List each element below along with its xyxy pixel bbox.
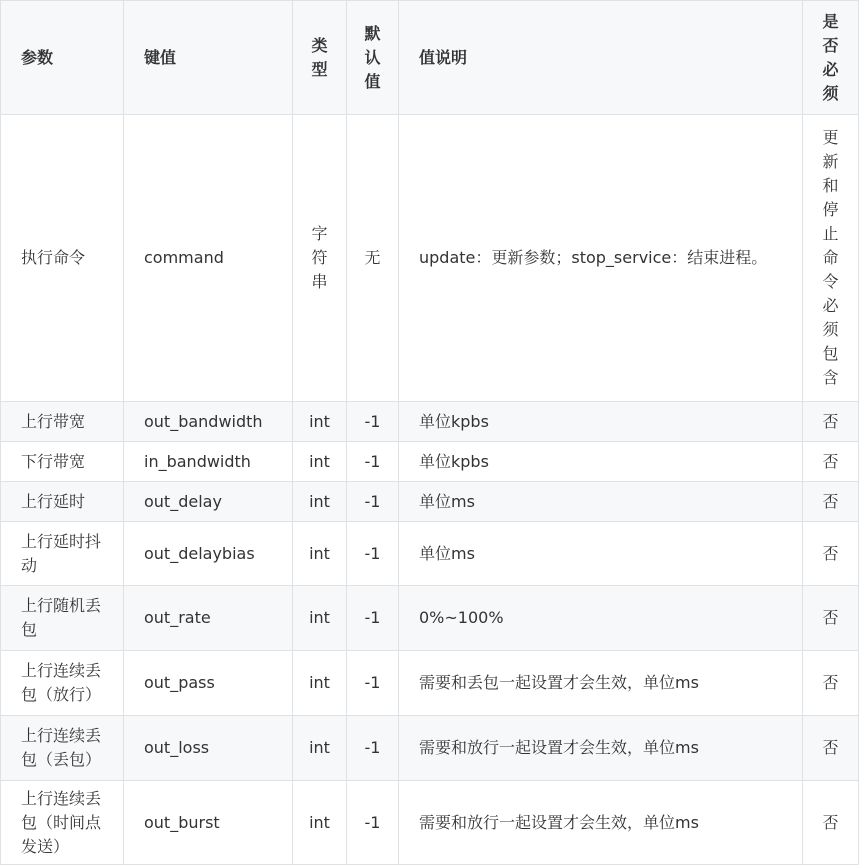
cell-default: -1 bbox=[347, 522, 399, 586]
cell-default: -1 bbox=[347, 651, 399, 716]
cell-desc: 需要和丢包一起设置才会生效，单位ms bbox=[399, 651, 803, 716]
cell-default: -1 bbox=[347, 781, 399, 865]
cell-type: 字符串 bbox=[293, 115, 347, 402]
cell-key: out_bandwidth bbox=[124, 402, 293, 442]
cell-type: int bbox=[293, 522, 347, 586]
cell-type: int bbox=[293, 442, 347, 482]
cell-param: 上行带宽 bbox=[1, 402, 124, 442]
cell-key: out_pass bbox=[124, 651, 293, 716]
cell-key: out_delay bbox=[124, 482, 293, 522]
cell-param: 上行随机丢包 bbox=[1, 586, 124, 651]
header-type: 类型 bbox=[293, 1, 347, 115]
cell-key: command bbox=[124, 115, 293, 402]
cell-type: int bbox=[293, 716, 347, 781]
cell-required: 更新和停止命令必须包含 bbox=[803, 115, 859, 402]
cell-param: 上行延时抖动 bbox=[1, 522, 124, 586]
table-row bbox=[1, 651, 859, 716]
table-row bbox=[1, 716, 859, 781]
cell-param: 上行延时 bbox=[1, 482, 124, 522]
table-header bbox=[1, 1, 859, 115]
table-row bbox=[1, 522, 859, 586]
cell-key: out_delaybias bbox=[124, 522, 293, 586]
cell-required: 否 bbox=[803, 482, 859, 522]
cell-key: out_burst bbox=[124, 781, 293, 865]
cell-required: 否 bbox=[803, 442, 859, 482]
table-row bbox=[1, 781, 859, 865]
cell-desc: update：更新参数；stop_service：结束进程。 bbox=[399, 115, 803, 402]
table-row bbox=[1, 586, 859, 651]
cell-desc: 单位kpbs bbox=[399, 402, 803, 442]
cell-param: 执行命令 bbox=[1, 115, 124, 402]
cell-required: 否 bbox=[803, 651, 859, 716]
cell-desc: 单位ms bbox=[399, 482, 803, 522]
cell-required: 否 bbox=[803, 781, 859, 865]
cell-default: -1 bbox=[347, 482, 399, 522]
cell-default: -1 bbox=[347, 586, 399, 651]
header-default: 默认值 bbox=[347, 1, 399, 115]
cell-default: -1 bbox=[347, 442, 399, 482]
cell-param: 上行连续丢包（放行） bbox=[1, 651, 124, 716]
cell-desc: 单位kpbs bbox=[399, 442, 803, 482]
cell-desc: 单位ms bbox=[399, 522, 803, 586]
cell-required: 否 bbox=[803, 716, 859, 781]
cell-type: int bbox=[293, 781, 347, 865]
header-desc: 值说明 bbox=[399, 1, 803, 115]
cell-type: int bbox=[293, 586, 347, 651]
cell-key: out_rate bbox=[124, 586, 293, 651]
cell-desc: 0%~100% bbox=[399, 586, 803, 651]
cell-required: 否 bbox=[803, 402, 859, 442]
table-row bbox=[1, 115, 859, 402]
cell-desc: 需要和放行一起设置才会生效，单位ms bbox=[399, 716, 803, 781]
header-param: 参数 bbox=[1, 1, 124, 115]
header-key: 键值 bbox=[124, 1, 293, 115]
cell-param: 上行连续丢包（丢包） bbox=[1, 716, 124, 781]
table-body bbox=[1, 115, 859, 865]
table-row bbox=[1, 442, 859, 482]
cell-param: 下行带宽 bbox=[1, 442, 124, 482]
cell-required: 否 bbox=[803, 586, 859, 651]
header-required: 是否必须 bbox=[803, 1, 859, 115]
cell-default: -1 bbox=[347, 716, 399, 781]
cell-required: 否 bbox=[803, 522, 859, 586]
cell-desc: 需要和放行一起设置才会生效，单位ms bbox=[399, 781, 803, 865]
table-row bbox=[1, 402, 859, 442]
cell-default: 无 bbox=[347, 115, 399, 402]
cell-type: int bbox=[293, 651, 347, 716]
cell-param: 上行连续丢包（时间点发送） bbox=[1, 781, 124, 865]
cell-key: in_bandwidth bbox=[124, 442, 293, 482]
cell-key: out_loss bbox=[124, 716, 293, 781]
cell-type: int bbox=[293, 402, 347, 442]
cell-type: int bbox=[293, 482, 347, 522]
cell-default: -1 bbox=[347, 402, 399, 442]
table-row bbox=[1, 482, 859, 522]
